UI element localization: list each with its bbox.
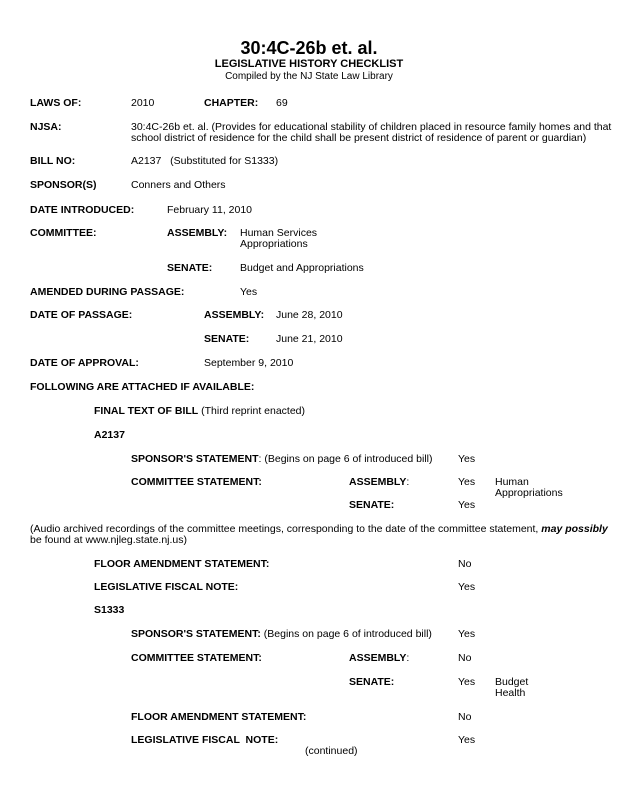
- passage-assembly-value: June 28, 2010: [276, 309, 343, 321]
- date-introduced-value: February 11, 2010: [167, 204, 253, 216]
- s1333-floor-amendment-label: FLOOR AMENDMENT STATEMENT:: [131, 711, 307, 723]
- committee-senate-label: SENATE:: [167, 262, 213, 274]
- following-attached-heading: FOLLOWING ARE ATTACHED IF AVAILABLE:: [30, 381, 255, 393]
- s1333-floor-amendment-value: No: [458, 711, 472, 723]
- laws-of-label: LAWS OF:: [30, 97, 82, 109]
- audio-note-text: (Audio archived recordings of the committee meetings, corresponding to the date of the committee statement,: [30, 523, 542, 535]
- final-text-note: (Third reprint enacted): [198, 405, 306, 417]
- continued-note: (continued): [305, 745, 358, 757]
- a2137-assembly-label: ASSEMBLY: [349, 476, 407, 488]
- committee-assembly-line-2: Appropriations: [240, 238, 308, 250]
- a2137-senate-value: Yes: [458, 499, 476, 511]
- s1333-sponsor-note: (Begins on page 6 of introduced bill): [260, 628, 432, 640]
- s1333-assembly-colon: :: [406, 652, 410, 664]
- sponsors-label: SPONSOR(S): [30, 179, 97, 191]
- date-introduced-label: DATE INTRODUCED:: [30, 204, 135, 216]
- compiled-by: Compiled by the NJ State Law Library: [225, 71, 393, 82]
- date-of-passage-label: DATE OF PASSAGE:: [30, 309, 133, 321]
- amended-value: Yes: [240, 286, 258, 298]
- a2137-senate-label: SENATE:: [349, 499, 395, 511]
- committee-label: COMMITTEE:: [30, 227, 97, 239]
- date-of-approval-value: September 9, 2010: [204, 357, 294, 369]
- s1333-senate-label: SENATE:: [349, 676, 395, 688]
- a2137-assembly-colon: :: [406, 476, 410, 488]
- a2137-sponsor-row: [131, 453, 433, 465]
- floor-amendment-label: FLOOR AMENDMENT STATEMENT:: [94, 558, 270, 570]
- final-text-row: [94, 405, 305, 417]
- audio-note-emphasis: may possibly: [541, 523, 608, 535]
- s1333-fiscal-note-value: Yes: [458, 734, 476, 746]
- chapter-value: 69: [276, 97, 288, 109]
- fiscal-note-label: LEGISLATIVE FISCAL NOTE:: [94, 581, 239, 593]
- s1333-sponsor-value: Yes: [458, 628, 476, 640]
- checklist-subtitle: LEGISLATIVE HISTORY CHECKLIST: [214, 58, 404, 70]
- s1333-fiscal-note-label: LEGISLATIVE FISCAL NOTE:: [131, 734, 279, 746]
- njsa-line-2: school district of residence for the child shall be present district of residence of parent or guardian): [131, 132, 587, 144]
- passage-senate-value: June 21, 2010: [276, 333, 343, 345]
- passage-assembly-label: ASSEMBLY:: [204, 309, 265, 321]
- s1333-assembly-value: No: [458, 652, 472, 664]
- a2137-sponsor-label: SPONSOR'S STATEMENT: [131, 453, 259, 465]
- bill-no-value: A2137 (Substituted for S1333): [131, 155, 279, 167]
- njsa-label: NJSA:: [30, 121, 62, 133]
- bill-no-label: BILL NO:: [30, 155, 76, 167]
- committee-assembly-label: ASSEMBLY:: [167, 227, 228, 239]
- s1333-assembly-label: ASSEMBLY: [349, 652, 407, 664]
- a2137-sponsor-note: : (Begins on page 6 of introduced bill): [258, 453, 433, 465]
- chapter-label: CHAPTER:: [204, 97, 259, 109]
- s1333-senate-committee-2: Health: [495, 687, 526, 699]
- a2137-committee-label: COMMITTEE STATEMENT:: [131, 476, 262, 488]
- s1333-label: S1333: [94, 604, 125, 616]
- amended-label: AMENDED DURING PASSAGE:: [30, 286, 185, 298]
- a2137-assembly-committee-2: Appropriations: [495, 487, 563, 499]
- a2137-assembly-value: Yes: [458, 476, 476, 488]
- a2137-label: A2137: [94, 429, 125, 441]
- sponsors-value: Conners and Others: [131, 179, 226, 191]
- s1333-committee-label: COMMITTEE STATEMENT:: [131, 652, 262, 664]
- passage-senate-label: SENATE:: [204, 333, 250, 345]
- a2137-assembly-committee-1: Human: [495, 476, 529, 488]
- njsa-line-1: 30:4C-26b et. al. (Provides for educational stability of children placed in resource family homes and that: [131, 121, 612, 133]
- s1333-senate-value: Yes: [458, 676, 476, 688]
- date-of-approval-label: DATE OF APPROVAL:: [30, 357, 139, 369]
- s1333-sponsor-row: [131, 628, 432, 640]
- document-title: 30:4C-26b et. al.: [240, 38, 378, 58]
- a2137-sponsor-value: Yes: [458, 453, 476, 465]
- floor-amendment-value: No: [458, 558, 472, 570]
- final-text-label: FINAL TEXT OF BILL: [94, 405, 199, 417]
- audio-note-line-2: be found at www.njleg.state.nj.us): [30, 534, 188, 546]
- laws-of-value: 2010: [131, 97, 155, 109]
- s1333-senate-committee-1: Budget: [495, 676, 529, 688]
- a2137-assembly-row: [349, 476, 409, 488]
- committee-assembly-line-1: Human Services: [240, 227, 318, 239]
- fiscal-note-value: Yes: [458, 581, 476, 593]
- s1333-sponsor-label: SPONSOR'S STATEMENT:: [131, 628, 261, 640]
- s1333-assembly-row: [349, 652, 409, 664]
- committee-senate-value: Budget and Appropriations: [240, 262, 364, 274]
